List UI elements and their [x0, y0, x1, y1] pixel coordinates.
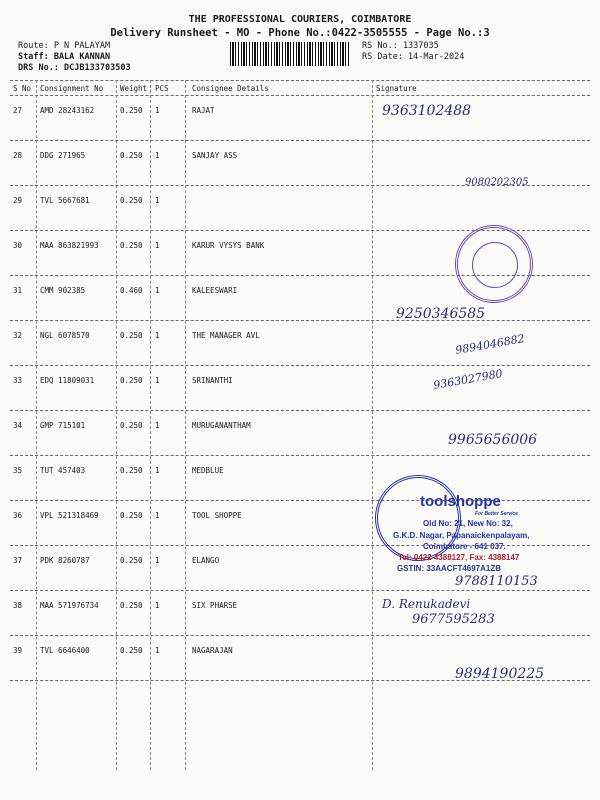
signature-31: 9250346585 — [396, 306, 486, 322]
serial-number: 27 — [13, 106, 23, 115]
pieces-count: 1 — [155, 421, 160, 430]
pieces-count: 1 — [155, 511, 160, 520]
row-separator — [10, 635, 590, 636]
consignment-number: PDK 8260787 — [40, 556, 90, 565]
pieces-count: 1 — [155, 241, 160, 250]
col-consignment: Consignment No — [40, 84, 104, 93]
stamp-tagline: For Better Service — [475, 511, 519, 517]
signature-38-name: D. Renukadevi — [382, 597, 471, 611]
table-row — [0, 190, 600, 234]
row-separator — [10, 590, 590, 591]
consignee-name: SRINANTHI — [192, 376, 233, 385]
serial-number: 39 — [13, 646, 23, 655]
route-label: Route: P N PALAYAM — [18, 41, 111, 51]
rs-no-label: RS No.: 1337035 — [362, 41, 439, 51]
consignment-number: GMP 715101 — [40, 421, 86, 430]
pieces-count: 1 — [155, 556, 160, 565]
row-separator — [10, 410, 590, 411]
consignee-name: SANJAY ASS — [192, 151, 238, 160]
row-separator — [10, 455, 590, 456]
consignment-number: AMD 28243162 — [40, 106, 95, 115]
weight-value: 0.250 — [120, 376, 143, 385]
consignment-number: TVL 5667681 — [40, 196, 90, 205]
row-separator — [10, 320, 590, 321]
consignment-number: DDG 271965 — [40, 151, 86, 160]
weight-value: 0.250 — [120, 556, 143, 565]
serial-number: 37 — [13, 556, 23, 565]
stamp-address-3: Coimbatore - 641 037. — [423, 542, 506, 551]
serial-number: 34 — [13, 421, 23, 430]
signature-32: 9894046882 — [454, 332, 526, 357]
runsheet-subtitle: Delivery Runsheet - MO - Phone No.:0422-3505555 - Page No.:3 — [110, 27, 490, 39]
weight-value: 0.250 — [120, 331, 143, 340]
signature-37: 9788110153 — [455, 574, 538, 589]
serial-number: 32 — [13, 331, 23, 340]
rs-date-label: RS Date: 14-Mar-2024 — [362, 52, 465, 62]
consignee-name: NAGARAJAN — [192, 646, 233, 655]
weight-value: 0.250 — [120, 601, 143, 610]
consignee-name: KALEESWARI — [192, 286, 238, 295]
serial-number: 29 — [13, 196, 23, 205]
barcode-image — [230, 42, 350, 66]
weight-value: 0.250 — [120, 646, 143, 655]
consignee-name: TOOL SHOPPE — [192, 511, 242, 520]
table-row — [0, 595, 600, 639]
consignee-name: SIX PHARSE — [192, 601, 238, 610]
serial-number: 38 — [13, 601, 23, 610]
pieces-count: 1 — [155, 151, 160, 160]
weight-value: 0.250 — [120, 511, 143, 520]
signature-39: 9894190225 — [455, 666, 545, 682]
serial-number: 36 — [13, 511, 23, 520]
weight-value: 0.250 — [120, 151, 143, 160]
consignment-number: MAA 571976734 — [40, 601, 99, 610]
col-sno: S No — [13, 84, 32, 93]
col-signature: Signature — [376, 84, 417, 93]
consignment-number: NGL 6078570 — [40, 331, 90, 340]
stamp-inner-ring — [472, 242, 518, 288]
consignment-number: TVL 6646400 — [40, 646, 90, 655]
table-row — [0, 100, 600, 144]
pieces-count: 1 — [155, 196, 160, 205]
company-title: THE PROFESSIONAL COURIERS, COIMBATORE — [188, 14, 412, 25]
pieces-count: 1 — [155, 331, 160, 340]
col-weight: Weight — [120, 84, 148, 93]
serial-number: 30 — [13, 241, 23, 250]
row-separator — [10, 365, 590, 366]
weight-value: 0.460 — [120, 286, 143, 295]
pieces-count: 1 — [155, 376, 160, 385]
serial-number: 28 — [13, 151, 23, 160]
consignee-name: THE MANAGER AVL — [192, 331, 260, 340]
consignee-name: MURUGANANTHAM — [192, 421, 251, 430]
consignment-number: VPL 521318469 — [40, 511, 99, 520]
bank-stamp-seal — [455, 225, 533, 303]
pieces-count: 1 — [155, 646, 160, 655]
staff-label: Staff: BALA KANNAN — [18, 52, 111, 62]
weight-value: 0.250 — [120, 106, 143, 115]
stamp-address-1: Old No: 21, New No: 32, — [423, 519, 513, 528]
pieces-count: 1 — [155, 466, 160, 475]
consignee-name: KARUR VYSYS BANK — [192, 241, 265, 250]
consignment-number: EDQ 11809031 — [40, 376, 95, 385]
weight-value: 0.250 — [120, 241, 143, 250]
consignee-name: ELANGO — [192, 556, 220, 565]
table-top-rule — [10, 80, 590, 81]
consignee-name: MEDBLUE — [192, 466, 224, 475]
drs-label: DRS No.: DCJB133703503 — [18, 63, 131, 73]
consignment-number: TUT 457403 — [40, 466, 86, 475]
signature-33: 9363027980 — [432, 367, 504, 392]
toolshoppe-stamp — [375, 475, 590, 585]
consignee-name: RAJAT — [192, 106, 215, 115]
table-row — [0, 370, 600, 414]
signature-27: 9363102488 — [382, 103, 472, 119]
weight-value: 0.250 — [120, 196, 143, 205]
header-bottom-rule — [10, 95, 590, 96]
signature-34: 9965656006 — [448, 432, 538, 448]
pieces-count: 1 — [155, 106, 160, 115]
serial-number: 31 — [13, 286, 23, 295]
consignment-number: MAA 863821993 — [40, 241, 99, 250]
weight-value: 0.250 — [120, 466, 143, 475]
signature-38-phone: 9677595283 — [412, 612, 495, 627]
stamp-phone: Tel: 0422 4388127, Fax: 4388147 — [398, 553, 520, 562]
weight-value: 0.250 — [120, 421, 143, 430]
toolshoppe-brand: toolshoppe — [420, 493, 501, 510]
serial-number: 35 — [13, 466, 23, 475]
pieces-count: 1 — [155, 286, 160, 295]
col-pcs: PCS — [155, 84, 169, 93]
pieces-count: 1 — [155, 601, 160, 610]
consignment-number: CMM 902385 — [40, 286, 86, 295]
stamp-gstin: GSTIN: 33AACFT4697A1ZB — [397, 564, 502, 573]
stamp-address-2: G.K.D. Nagar, Papanaickenpalayam, — [393, 531, 530, 540]
serial-number: 33 — [13, 376, 23, 385]
col-consignee: Consignee Details — [192, 84, 269, 93]
row-separator — [10, 140, 590, 141]
signature-28: 9080202305 — [465, 177, 529, 188]
